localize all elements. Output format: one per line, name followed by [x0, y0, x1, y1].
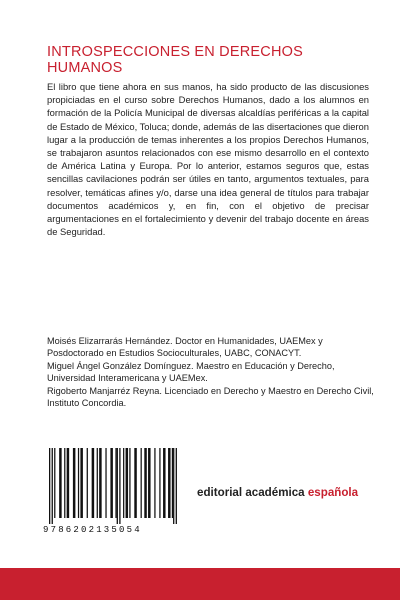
barcode-bar [67, 448, 70, 518]
barcode-bar [172, 448, 173, 518]
barcode-bar [123, 448, 124, 518]
publisher-logo [197, 486, 358, 499]
barcode-bar [163, 448, 166, 518]
barcode-bar [159, 448, 160, 518]
barcode-bar [115, 448, 116, 518]
barcode-bar [59, 448, 62, 518]
barcode-bar [73, 448, 76, 518]
barcode-bar [154, 448, 155, 518]
barcode-guard-bar [176, 448, 177, 524]
book-description: El libro que tiene ahora en sus manos, ha sido producto de las discusiones propiciadas en el curso sobre Derechos Humanos, dado a los alumnos en formación de la Policía Municipal de diversas alcaldías periféricas a la capital de Estado de México, Toluca; donde, además de las disertaciones que dieron lugar a la producción de temas inherentes a los propios Derechos Humanos, se trabajaron asuntos relacionados con ese mismo desarrollo en el contexto de América Latina y Europa. Por lo anterior, estamos seguros que, estas sencillas cavilaciones podrán ser útiles en tanto, argumentos textuales, para resolver, temáticas afines y/o, darse una idea general de títulos para trabajar documentos académicos y, en fin, con el objetivo de precisar argumentaciones en el fortalecimiento y devenir del trabajo docente en áreas de Seguridad. [47, 81, 369, 238]
barcode-bar [97, 448, 98, 518]
barcode-bar [87, 448, 88, 518]
barcode-bar [54, 448, 55, 518]
barcode-bar [168, 448, 171, 518]
barcode-bar [148, 448, 151, 518]
barcode-bar [144, 448, 147, 518]
isbn-number: 9786202135054 [43, 525, 142, 535]
barcode-guard-bar [117, 448, 118, 524]
barcode-bar [105, 448, 106, 518]
author-bio-1: Moisés Elizarrarás Hernández. Doctor en Humanidades, UAEMex y Posdoctorado en Estudios Socioculturales, UABC, CONACYT. [47, 336, 323, 359]
barcode-guard-bar [173, 448, 174, 524]
barcode-bar [99, 448, 102, 518]
bottom-color-band [0, 568, 400, 600]
barcode-bar [64, 448, 65, 518]
barcode-bar [110, 448, 113, 518]
barcode [43, 448, 185, 541]
author-bio-2: Miguel Ángel González Domínguez. Maestro en Educación y Derecho, Universidad Interamericana y UAEMex. [47, 360, 335, 384]
author-bios [47, 335, 377, 409]
publisher-name-part1: editorial académica [197, 486, 308, 499]
barcode-bar [141, 448, 142, 518]
author-bio-3: Rigoberto Manjarréz Reyna. Licenciado en Derecho y Maestro en Derecho Civil, Instituto Concordia. [47, 385, 374, 409]
barcode-bar [126, 448, 129, 518]
publisher-name-part2: española [307, 486, 359, 499]
barcode-bar [134, 448, 137, 518]
barcode-bar [129, 448, 130, 518]
barcode-bar [80, 448, 83, 518]
barcode-guard-bar [49, 448, 50, 524]
barcode-bars [43, 448, 185, 524]
book-title: INTROSPECCIONES EN DERECHOS HUMANOS [47, 44, 303, 76]
barcode-bar [92, 448, 95, 518]
barcode-guard-bar [119, 448, 120, 524]
barcode-guard-bar [52, 448, 53, 524]
barcode-bar [78, 448, 79, 518]
